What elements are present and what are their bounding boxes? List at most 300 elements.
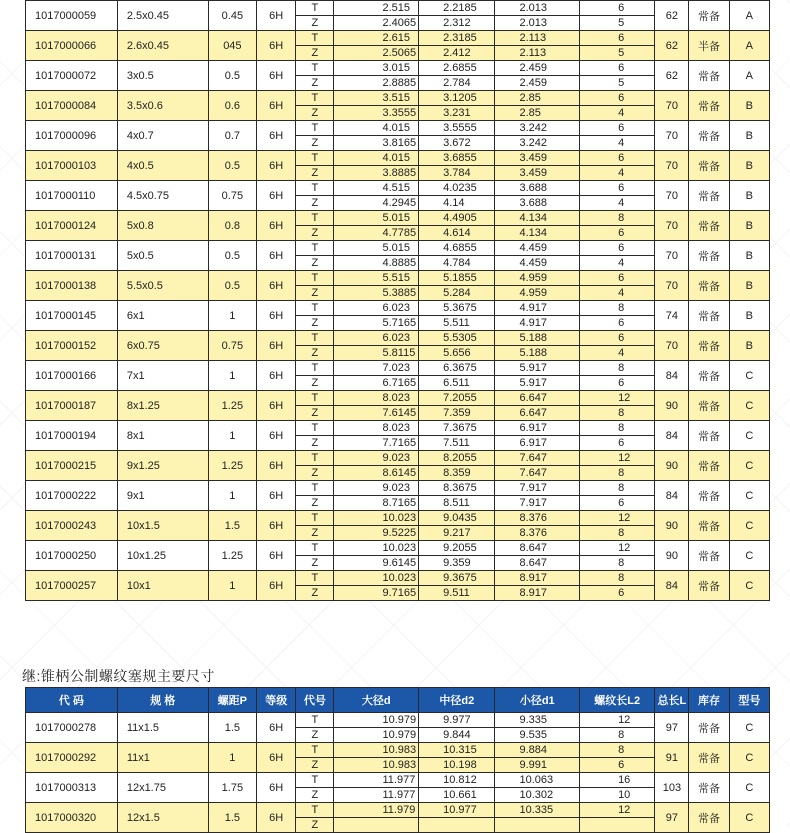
minor-diameter-t: 3.459 — [495, 151, 580, 166]
thread-length-t: 6 — [580, 61, 655, 76]
thread-length-t: 12 — [580, 713, 655, 728]
table-row — [26, 803, 770, 818]
thread-length-z: 4 — [580, 136, 655, 151]
symbol-t: T — [296, 241, 334, 256]
thread-length-z: 6 — [580, 376, 655, 391]
header-major-diameter: 大径d — [334, 688, 419, 713]
pitch-diameter-t: 5.1855 — [419, 271, 495, 286]
pitch-diameter-z: 2.412 — [419, 46, 495, 61]
tolerance-grade: 6H — [257, 361, 296, 391]
minor-diameter-z: 5.917 — [495, 376, 580, 391]
symbol-t: T — [296, 803, 334, 818]
symbol-t: T — [296, 481, 334, 496]
pitch-diameter-z: 9.359 — [419, 556, 495, 571]
major-diameter-z: 6.7165 — [334, 376, 419, 391]
thread-spec: 12x1.5 — [117, 803, 208, 833]
gauge-type: B — [729, 121, 769, 151]
major-diameter-t: 11.977 — [334, 773, 419, 788]
symbol-t: T — [296, 1, 334, 16]
table-row — [26, 91, 770, 106]
total-length: 70 — [655, 331, 689, 361]
symbol-z: Z — [296, 286, 334, 301]
stock-status: 常备 — [689, 181, 729, 211]
pitch-diameter-z: 4.784 — [419, 256, 495, 271]
tolerance-grade: 6H — [257, 61, 296, 91]
major-diameter-t: 6.023 — [334, 301, 419, 316]
pitch-value: 0.5 — [208, 151, 256, 181]
part-code: 1017000215 — [26, 451, 118, 481]
stock-status: 常备 — [689, 421, 729, 451]
tolerance-grade: 6H — [257, 803, 296, 833]
symbol-z: Z — [296, 166, 334, 181]
major-diameter-z — [334, 818, 419, 833]
table-row — [26, 391, 770, 406]
stock-status: 常备 — [689, 91, 729, 121]
thread-length-t: 8 — [580, 301, 655, 316]
pitch-diameter-t: 8.3675 — [419, 481, 495, 496]
table-row — [26, 713, 770, 728]
stock-status: 半备 — [689, 31, 729, 61]
minor-diameter-t: 9.335 — [495, 713, 580, 728]
tolerance-grade: 6H — [257, 1, 296, 31]
symbol-z: Z — [296, 346, 334, 361]
minor-diameter-t: 3.242 — [495, 121, 580, 136]
major-diameter-z: 7.7165 — [334, 436, 419, 451]
part-code: 1017000084 — [26, 91, 118, 121]
total-length: 70 — [655, 211, 689, 241]
thread-length-z: 5 — [580, 16, 655, 31]
gauge-type: C — [729, 481, 769, 511]
thread-spec: 4x0.5 — [117, 151, 208, 181]
tolerance-grade: 6H — [257, 773, 296, 803]
symbol-t: T — [296, 713, 334, 728]
thread-spec: 10x1.5 — [117, 511, 208, 541]
gauge-type: A — [729, 61, 769, 91]
symbol-z: Z — [296, 556, 334, 571]
minor-diameter-z: 3.688 — [495, 196, 580, 211]
thread-length-z: 6 — [580, 436, 655, 451]
major-diameter-t: 3.015 — [334, 61, 419, 76]
thread-spec: 4.5x0.75 — [117, 181, 208, 211]
symbol-t: T — [296, 743, 334, 758]
thread-length-t: 12 — [580, 541, 655, 556]
total-length: 90 — [655, 541, 689, 571]
minor-diameter-z: 4.917 — [495, 316, 580, 331]
pitch-diameter-t: 3.1205 — [419, 91, 495, 106]
major-diameter-t: 5.515 — [334, 271, 419, 286]
table-row — [26, 271, 770, 286]
minor-diameter-z: 8.917 — [495, 586, 580, 601]
symbol-t: T — [296, 421, 334, 436]
pitch-diameter-t: 10.315 — [419, 743, 495, 758]
header-total-length: 总长L — [655, 688, 689, 713]
symbol-t: T — [296, 301, 334, 316]
total-length: 103 — [655, 773, 689, 803]
gauge-type: C — [729, 541, 769, 571]
thread-length-t: 6 — [580, 271, 655, 286]
minor-diameter-z — [495, 818, 580, 833]
part-code: 1017000187 — [26, 391, 118, 421]
pitch-value: 1.5 — [208, 511, 256, 541]
minor-diameter-t: 10.063 — [495, 773, 580, 788]
major-diameter-z: 11.977 — [334, 788, 419, 803]
part-code: 1017000066 — [26, 31, 118, 61]
stock-status: 常备 — [689, 361, 729, 391]
symbol-z: Z — [296, 526, 334, 541]
pitch-value: 1 — [208, 743, 256, 773]
major-diameter-t: 10.979 — [334, 713, 419, 728]
part-code: 1017000110 — [26, 181, 118, 211]
thread-spec: 5x0.8 — [117, 211, 208, 241]
symbol-t: T — [296, 61, 334, 76]
symbol-t: T — [296, 91, 334, 106]
thread-spec: 3x0.5 — [117, 61, 208, 91]
minor-diameter-t: 3.688 — [495, 181, 580, 196]
major-diameter-z: 10.983 — [334, 758, 419, 773]
thread-spec: 12x1.75 — [117, 773, 208, 803]
total-length: 62 — [655, 1, 689, 31]
minor-diameter-t: 4.134 — [495, 211, 580, 226]
part-code: 1017000145 — [26, 301, 118, 331]
minor-diameter-t: 7.917 — [495, 481, 580, 496]
tolerance-grade: 6H — [257, 421, 296, 451]
pitch-diameter-z: 6.511 — [419, 376, 495, 391]
thread-length-z: 6 — [580, 586, 655, 601]
pitch-diameter-z: 2.312 — [419, 16, 495, 31]
header-minor-diameter: 小径d1 — [495, 688, 580, 713]
thread-length-z: 8 — [580, 406, 655, 421]
minor-diameter-z: 6.647 — [495, 406, 580, 421]
part-code: 1017000194 — [26, 421, 118, 451]
minor-diameter-z: 2.013 — [495, 16, 580, 31]
pitch-diameter-z: 9.511 — [419, 586, 495, 601]
minor-diameter-t: 8.647 — [495, 541, 580, 556]
major-diameter-t: 4.515 — [334, 181, 419, 196]
minor-diameter-z: 4.959 — [495, 286, 580, 301]
stock-status: 常备 — [689, 331, 729, 361]
total-length: 97 — [655, 713, 689, 743]
taper-shank-gauge-table — [25, 687, 770, 833]
table-row — [26, 181, 770, 196]
gauge-type: B — [729, 331, 769, 361]
pitch-value: 1 — [208, 361, 256, 391]
thread-length-z: 8 — [580, 728, 655, 743]
pitch-diameter-t: 2.3185 — [419, 31, 495, 46]
symbol-z: Z — [296, 436, 334, 451]
pitch-diameter-z: 10.661 — [419, 788, 495, 803]
gauge-type: B — [729, 91, 769, 121]
thread-length-t: 8 — [580, 743, 655, 758]
pitch-value: 1.5 — [208, 713, 256, 743]
gauge-type: C — [729, 421, 769, 451]
thread-length-t: 6 — [580, 241, 655, 256]
pitch-diameter-z: 5.511 — [419, 316, 495, 331]
total-length: 90 — [655, 451, 689, 481]
tolerance-grade: 6H — [257, 91, 296, 121]
header-stock: 库存 — [689, 688, 729, 713]
pitch-diameter-t: 9.3675 — [419, 571, 495, 586]
minor-diameter-z: 3.242 — [495, 136, 580, 151]
header-code: 代 码 — [26, 688, 118, 713]
minor-diameter-z: 2.85 — [495, 106, 580, 121]
thread-length-z: 4 — [580, 346, 655, 361]
total-length: 84 — [655, 481, 689, 511]
part-code: 1017000072 — [26, 61, 118, 91]
major-diameter-t: 10.023 — [334, 511, 419, 526]
table-row — [26, 773, 770, 788]
thread-spec: 3.5x0.6 — [117, 91, 208, 121]
pitch-diameter-t: 4.4905 — [419, 211, 495, 226]
part-code: 1017000222 — [26, 481, 118, 511]
gauge-type: C — [729, 571, 769, 601]
stock-status: 常备 — [689, 301, 729, 331]
header-thread-length: 螺纹长L2 — [580, 688, 655, 713]
pitch-diameter-t: 9.977 — [419, 713, 495, 728]
minor-diameter-t: 2.459 — [495, 61, 580, 76]
major-diameter-z: 2.5065 — [334, 46, 419, 61]
total-length: 70 — [655, 181, 689, 211]
gauge-type: A — [729, 31, 769, 61]
symbol-t: T — [296, 541, 334, 556]
major-diameter-z: 5.8115 — [334, 346, 419, 361]
symbol-t: T — [296, 773, 334, 788]
major-diameter-t: 8.023 — [334, 391, 419, 406]
pitch-value: 0.75 — [208, 331, 256, 361]
gauge-type: C — [729, 361, 769, 391]
section-title: 继:锥柄公制螺纹塞规主要尺寸 — [22, 668, 215, 684]
symbol-z: Z — [296, 196, 334, 211]
symbol-z: Z — [296, 376, 334, 391]
total-length: 84 — [655, 361, 689, 391]
part-code: 1017000320 — [26, 803, 118, 833]
thread-spec: 5.5x0.5 — [117, 271, 208, 301]
header-spec: 规 格 — [117, 688, 208, 713]
tolerance-grade: 6H — [257, 241, 296, 271]
tolerance-grade: 6H — [257, 121, 296, 151]
part-code: 1017000096 — [26, 121, 118, 151]
thread-length-z: 8 — [580, 466, 655, 481]
symbol-z: Z — [296, 106, 334, 121]
table-row — [26, 301, 770, 316]
thread-length-z: 6 — [580, 316, 655, 331]
major-diameter-t: 10.023 — [334, 571, 419, 586]
minor-diameter-z: 2.113 — [495, 46, 580, 61]
tolerance-grade: 6H — [257, 541, 296, 571]
thread-length-t: 12 — [580, 803, 655, 818]
symbol-z: Z — [296, 586, 334, 601]
header-type: 型号 — [729, 688, 769, 713]
table-row — [26, 241, 770, 256]
symbol-z: Z — [296, 466, 334, 481]
major-diameter-t: 10.023 — [334, 541, 419, 556]
pitch-diameter-z: 8.359 — [419, 466, 495, 481]
pitch-value: 045 — [208, 31, 256, 61]
thread-length-z: 4 — [580, 106, 655, 121]
symbol-t: T — [296, 451, 334, 466]
thread-length-t: 6 — [580, 331, 655, 346]
minor-diameter-t: 6.917 — [495, 421, 580, 436]
minor-diameter-t: 8.917 — [495, 571, 580, 586]
minor-diameter-z: 4.134 — [495, 226, 580, 241]
major-diameter-z: 8.7165 — [334, 496, 419, 511]
major-diameter-z: 3.8165 — [334, 136, 419, 151]
table-row — [26, 151, 770, 166]
tolerance-grade: 6H — [257, 713, 296, 743]
minor-diameter-z: 6.917 — [495, 436, 580, 451]
major-diameter-z: 4.2945 — [334, 196, 419, 211]
total-length: 97 — [655, 803, 689, 833]
major-diameter-t: 4.015 — [334, 121, 419, 136]
pitch-diameter-z: 7.511 — [419, 436, 495, 451]
major-diameter-z: 3.3555 — [334, 106, 419, 121]
pitch-diameter-t: 3.5555 — [419, 121, 495, 136]
tolerance-grade: 6H — [257, 331, 296, 361]
pitch-diameter-t: 3.6855 — [419, 151, 495, 166]
gauge-type: A — [729, 1, 769, 31]
major-diameter-t: 6.023 — [334, 331, 419, 346]
pitch-value: 0.5 — [208, 61, 256, 91]
major-diameter-t: 7.023 — [334, 361, 419, 376]
thread-length-t: 6 — [580, 121, 655, 136]
part-code: 1017000243 — [26, 511, 118, 541]
minor-diameter-z: 9.991 — [495, 758, 580, 773]
table-row — [26, 571, 770, 586]
thread-spec: 9x1.25 — [117, 451, 208, 481]
pitch-diameter-z: 4.614 — [419, 226, 495, 241]
thread-spec: 6x0.75 — [117, 331, 208, 361]
thread-length-z: 8 — [580, 526, 655, 541]
major-diameter-z: 3.8885 — [334, 166, 419, 181]
symbol-t: T — [296, 121, 334, 136]
symbol-z: Z — [296, 496, 334, 511]
table-row — [26, 331, 770, 346]
part-code: 1017000257 — [26, 571, 118, 601]
minor-diameter-t: 5.917 — [495, 361, 580, 376]
table-row — [26, 61, 770, 76]
minor-diameter-t: 2.013 — [495, 1, 580, 16]
thread-length-t: 8 — [580, 421, 655, 436]
tolerance-grade: 6H — [257, 31, 296, 61]
pitch-diameter-t: 10.977 — [419, 803, 495, 818]
pitch-diameter-t: 9.2055 — [419, 541, 495, 556]
gauge-type: B — [729, 211, 769, 241]
part-code: 1017000250 — [26, 541, 118, 571]
header-row — [26, 688, 770, 713]
symbol-t: T — [296, 331, 334, 346]
pitch-value: 0.5 — [208, 241, 256, 271]
pitch-value: 1.25 — [208, 541, 256, 571]
stock-status: 常备 — [689, 713, 729, 743]
stock-status: 常备 — [689, 211, 729, 241]
table-row — [26, 1, 770, 16]
gauge-type: B — [729, 181, 769, 211]
pitch-diameter-t: 8.2055 — [419, 451, 495, 466]
minor-diameter-t: 4.959 — [495, 271, 580, 286]
minor-diameter-t: 9.884 — [495, 743, 580, 758]
minor-diameter-t: 10.335 — [495, 803, 580, 818]
major-diameter-t: 2.515 — [334, 1, 419, 16]
symbol-z: Z — [296, 76, 334, 91]
total-length: 91 — [655, 743, 689, 773]
major-diameter-z: 5.7165 — [334, 316, 419, 331]
symbol-t: T — [296, 31, 334, 46]
minor-diameter-z: 8.647 — [495, 556, 580, 571]
minor-diameter-z: 4.459 — [495, 256, 580, 271]
symbol-t: T — [296, 511, 334, 526]
part-code: 1017000103 — [26, 151, 118, 181]
symbol-t: T — [296, 211, 334, 226]
thread-spec: 2.6x0.45 — [117, 31, 208, 61]
major-diameter-z: 9.5225 — [334, 526, 419, 541]
header-grade: 等级 — [257, 688, 296, 713]
pitch-diameter-z: 9.844 — [419, 728, 495, 743]
total-length: 74 — [655, 301, 689, 331]
gauge-type: C — [729, 391, 769, 421]
symbol-z: Z — [296, 758, 334, 773]
thread-length-t: 6 — [580, 1, 655, 16]
tolerance-grade: 6H — [257, 511, 296, 541]
minor-diameter-t: 2.113 — [495, 31, 580, 46]
total-length: 70 — [655, 91, 689, 121]
thread-length-z: 4 — [580, 166, 655, 181]
stock-status: 常备 — [689, 481, 729, 511]
thread-length-t: 8 — [580, 361, 655, 376]
gauge-type: C — [729, 773, 769, 803]
thread-length-z: 5 — [580, 76, 655, 91]
stock-status: 常备 — [689, 451, 729, 481]
tolerance-grade: 6H — [257, 571, 296, 601]
gauge-type: C — [729, 803, 769, 833]
header-symbol: 代号 — [296, 688, 334, 713]
symbol-t: T — [296, 271, 334, 286]
thread-spec: 5x0.5 — [117, 241, 208, 271]
major-diameter-t: 9.023 — [334, 451, 419, 466]
table-row — [26, 541, 770, 556]
thread-length-t: 6 — [580, 91, 655, 106]
minor-diameter-t: 7.647 — [495, 451, 580, 466]
pitch-value: 0.45 — [208, 1, 256, 31]
pitch-diameter-z: 5.284 — [419, 286, 495, 301]
pitch-value: 1.25 — [208, 391, 256, 421]
part-code: 1017000152 — [26, 331, 118, 361]
thread-gauge-table — [25, 0, 770, 601]
major-diameter-z: 4.7785 — [334, 226, 419, 241]
minor-diameter-t: 4.917 — [495, 301, 580, 316]
gauge-type: B — [729, 151, 769, 181]
thread-length-t: 12 — [580, 511, 655, 526]
gauge-type: C — [729, 743, 769, 773]
stock-status: 常备 — [689, 1, 729, 31]
table-row — [26, 421, 770, 436]
thread-length-z — [580, 818, 655, 833]
total-length: 70 — [655, 241, 689, 271]
symbol-t: T — [296, 571, 334, 586]
thread-spec: 8x1.25 — [117, 391, 208, 421]
major-diameter-t: 10.983 — [334, 743, 419, 758]
pitch-value: 0.6 — [208, 91, 256, 121]
thread-length-t: 6 — [580, 181, 655, 196]
thread-spec: 6x1 — [117, 301, 208, 331]
stock-status: 常备 — [689, 241, 729, 271]
tolerance-grade: 6H — [257, 151, 296, 181]
stock-status: 常备 — [689, 571, 729, 601]
pitch-value: 1.75 — [208, 773, 256, 803]
pitch-diameter-t: 9.0435 — [419, 511, 495, 526]
pitch-diameter-z: 10.198 — [419, 758, 495, 773]
thread-length-t: 12 — [580, 391, 655, 406]
major-diameter-t: 4.015 — [334, 151, 419, 166]
gauge-type: B — [729, 241, 769, 271]
